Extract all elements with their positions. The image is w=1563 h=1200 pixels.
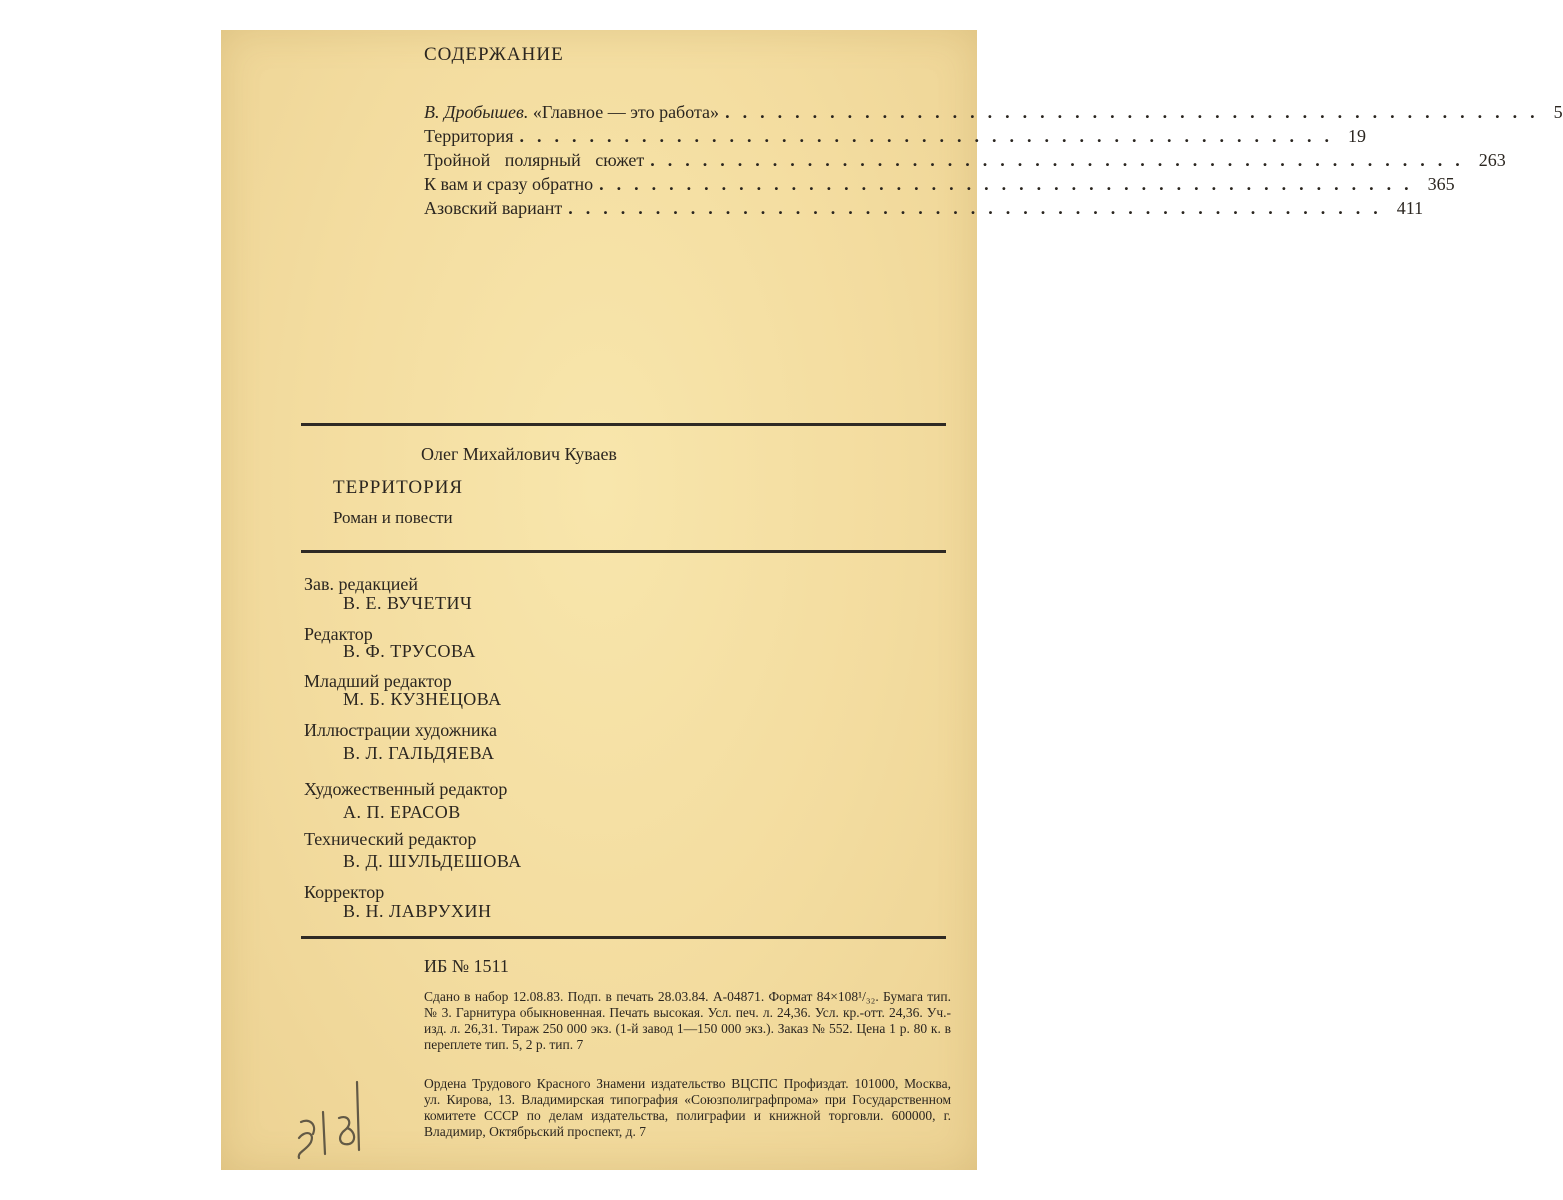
toc-leader-dots: ............................................... (725, 102, 1548, 122)
toc-entry (424, 198, 1424, 222)
toc-entry-page: 411 (1396, 198, 1424, 218)
toc-entry (424, 150, 1506, 174)
toc-entry-title: Тройной полярный сюжет (424, 150, 645, 170)
toc-entry-page: 5 (1553, 102, 1563, 122)
toc-leader-dots: ............................................... (568, 198, 1391, 218)
toc-entry-title: Территория (424, 126, 514, 146)
credit-role: Художественный редактор (304, 779, 508, 799)
toc-entry (424, 126, 1366, 150)
toc-entry-page: 365 (1427, 174, 1455, 194)
divider-rule (301, 550, 946, 553)
toc-heading: СОДЕРЖАНИЕ (424, 44, 564, 65)
divider-rule (301, 423, 946, 426)
credit-role: Корректор (304, 882, 385, 902)
credit-name: В. Ф. ТРУСОВА (343, 641, 476, 661)
publisher-info: Ордена Трудового Красного Знамени издательство ВЦСПС Профиздат. 101000, Москва, ул. Кирова, 13. Владимирская типография «Союзполиграфпрома» при Государственном комитете СССР по делам издательства, полиграфии и книжной торговли. 600000, г. Владимир, Октябрьский проспект, д. 7 (424, 1076, 951, 1139)
toc-entry-page: 263 (1478, 150, 1506, 170)
credit-name: В. Д. ШУЛЬДЕШОВА (343, 851, 522, 871)
credit-role: Зав. редакцией (304, 574, 419, 594)
divider-rule (301, 936, 946, 939)
credit-role: Технический редактор (304, 829, 477, 849)
toc-entry (424, 102, 1563, 126)
credit-role: Редактор (304, 624, 373, 644)
toc-leader-dots: ............................................... (650, 150, 1473, 170)
credit-name: М. Б. КУЗНЕЦОВА (343, 689, 502, 709)
credit-name: В. Л. ГАЛЬДЯЕВА (343, 743, 495, 763)
credit-name: В. Н. ЛАВРУХИН (343, 901, 492, 921)
toc-entry-title: К вам и сразу обратно (424, 174, 594, 194)
credit-role: Младший редактор (304, 671, 452, 691)
book-subtitle: Роман и повести (333, 508, 453, 527)
book-title: ТЕРРИТОРИЯ (333, 477, 464, 498)
ib-number: ИБ № 1511 (424, 956, 509, 976)
credit-name: А. П. ЕРАСОВ (343, 802, 461, 822)
book-page (221, 30, 1563, 1170)
handwritten-mark-icon (293, 1078, 363, 1158)
credit-role: Иллюстрации художника (304, 720, 497, 740)
toc-entry-title: Азовский вариант (424, 198, 563, 218)
print-details: Сдано в набор 12.08.83. Подп. в печать 28.03.84. А-04871. Формат 84×108¹/₃₂. Бумага тип. № 3. Гарнитура обыкновенная. Печать высокая. Усл. печ. л. 24,36. Усл. кр.-отт. 24,36. Уч.-изд. л. 26,31. Тираж 250 000 экз. (1-й завод 1—150 000 экз.). Заказ № 552. Цена 1 р. 80 к. в переплете тип. 5, 2 р. тип. 7 (424, 989, 951, 1052)
toc-leader-dots: ............................................... (519, 126, 1342, 146)
toc-entry-author: В. Дробышев. (424, 102, 529, 122)
credit-name: В. Е. ВУЧЕТИЧ (343, 593, 473, 613)
toc-leader-dots: ............................................... (599, 174, 1422, 194)
toc-entry-page: 19 (1347, 126, 1366, 146)
toc-entry (424, 174, 1455, 198)
book-author: Олег Михайлович Куваев (421, 444, 617, 464)
toc-entry-title: «Главное — это работа» (532, 102, 720, 122)
